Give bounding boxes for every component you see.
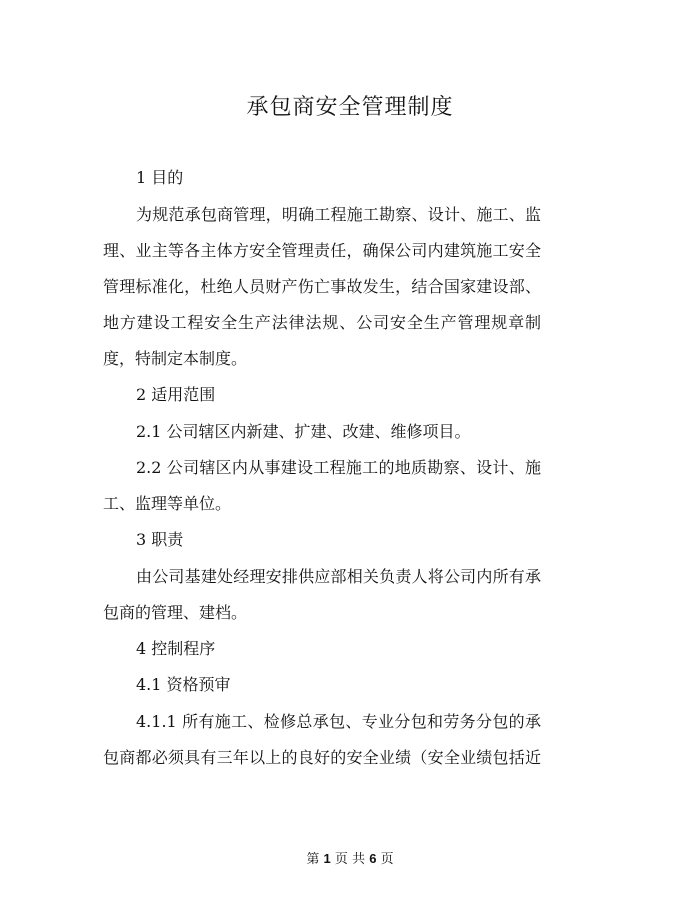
paragraph-line: 理、业主等各主体方安全管理责任，确保公司内建筑施工安全 <box>103 241 541 260</box>
current-page-number: 1 <box>323 851 331 866</box>
footer-middle: 页 共 <box>334 852 366 867</box>
total-pages-number: 6 <box>369 851 377 866</box>
paragraph-line: 包商的管理、建档。 <box>103 603 248 622</box>
clause-2-1: 2.1 公司辖区内新建、扩建、改建、维修项目。 <box>136 422 471 441</box>
paragraph-line: 管理标准化，杜绝人员财产伤亡事故发生，结合国家建设部、 <box>103 277 541 296</box>
section-heading-prequalification: 4.1 资格预审 <box>136 675 231 694</box>
section-heading-purpose: 1 目的 <box>136 168 184 187</box>
clause-2-2-line: 2.2 公司辖区内从事建设工程施工的地质勘察、设计、施 <box>136 458 541 477</box>
clause-4-1-1-line: 包商都必须具有三年以上的良好的安全业绩（安全业绩包括近 <box>103 748 541 767</box>
section-heading-scope: 2 适用范围 <box>136 385 216 404</box>
paragraph-line: 地方建设工程安全生产法律法规、公司安全生产管理规章制 <box>103 313 541 332</box>
page-footer <box>0 850 700 869</box>
clause-2-2-line: 工、监理等单位。 <box>103 494 232 513</box>
section-heading-procedure: 4 控制程序 <box>136 639 216 658</box>
paragraph-line: 度，特制定本制度。 <box>103 349 248 368</box>
footer-suffix: 页 <box>380 852 394 867</box>
section-heading-duties: 3 职责 <box>136 530 184 549</box>
paragraph-line: 为规范承包商管理，明确工程施工勘察、设计、施工、监 <box>136 205 541 224</box>
footer-prefix: 第 <box>306 852 320 867</box>
clause-4-1-1-line: 4.1.1 所有施工、检修总承包、专业分包和劳务分包的承 <box>136 712 541 731</box>
paragraph-line: 由公司基建处经理安排供应部相关负责人将公司内所有承 <box>136 567 541 586</box>
document-title: 承包商安全管理制度 <box>246 95 454 120</box>
